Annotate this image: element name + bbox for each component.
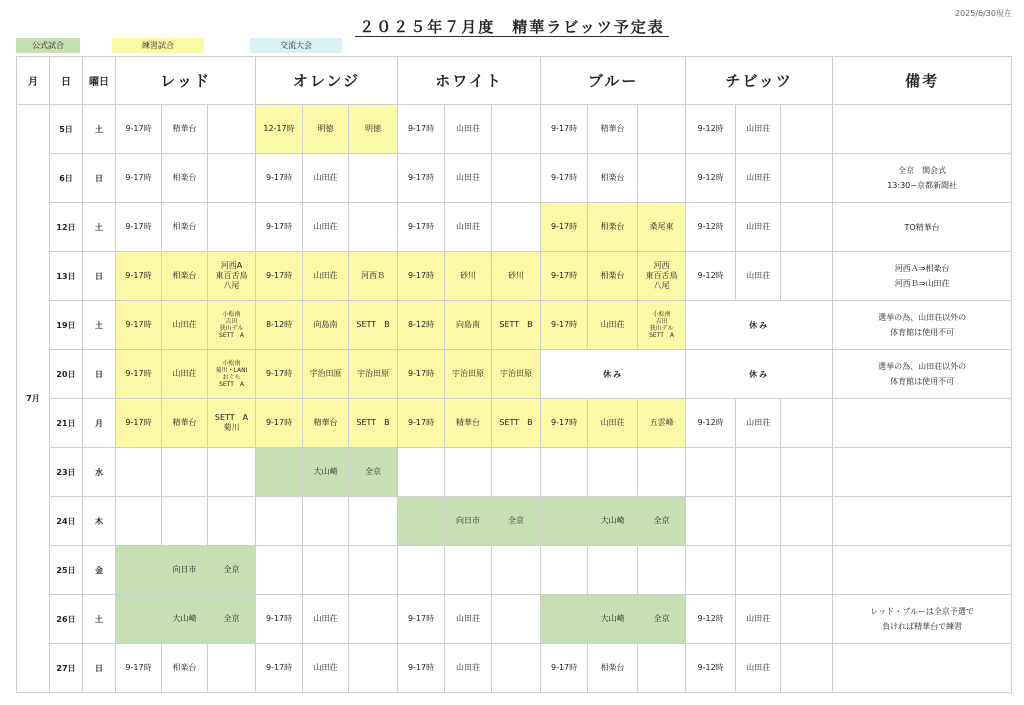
schedule-cell: 山田荘 [303, 252, 349, 301]
note-cell [833, 546, 1012, 595]
schedule-cell: 相楽台 [588, 644, 638, 693]
title-text: ２０２５年７月度 精華ラビッツ予定表 [355, 18, 668, 37]
schedule-cell: 全京 [208, 595, 256, 644]
schedule-cell: 向島南 [445, 301, 492, 350]
weekday-cell: 日 [83, 252, 116, 301]
schedule-cell [349, 154, 398, 203]
schedule-cell: 小松南 吉田 狭山デル SETT A [208, 301, 256, 350]
day-cell: 19日 [50, 301, 83, 350]
schedule-cell [588, 546, 638, 595]
header-month: 月 [17, 57, 50, 105]
schedule-cell: 山田荘 [303, 154, 349, 203]
note-cell: 全京 開会式 13:30~京都新聞社 [833, 154, 1012, 203]
schedule-cell [349, 497, 398, 546]
note-cell: レッド・ブルーは全京予選で 負ければ精華台で練習 [833, 595, 1012, 644]
schedule-cell: 相楽台 [588, 203, 638, 252]
schedule-cell [736, 497, 781, 546]
schedule-cell [492, 546, 541, 595]
schedule-cell [445, 448, 492, 497]
schedule-cell: 河西 東百舌鳥 八尾 [638, 252, 686, 301]
schedule-cell: 相楽台 [162, 252, 208, 301]
schedule-cell: SETT B [492, 399, 541, 448]
schedule-cell: 全京 [349, 448, 398, 497]
schedule-cell [256, 546, 303, 595]
schedule-cell: 山田荘 [162, 301, 208, 350]
schedule-cell: 宇治田原 [303, 350, 349, 399]
schedule-cell: 山田荘 [736, 105, 781, 154]
note-cell [833, 399, 1012, 448]
schedule-cell [541, 448, 588, 497]
schedule-cell: 8-12時 [256, 301, 303, 350]
weekday-cell: 土 [83, 595, 116, 644]
schedule-cell: 9-17時 [541, 252, 588, 301]
schedule-cell: 9-17時 [116, 154, 162, 203]
schedule-cell [116, 497, 162, 546]
schedule-cell [208, 497, 256, 546]
table-row [17, 497, 1012, 546]
rest-cell-chibits: 休み [686, 301, 833, 350]
schedule-cell [492, 448, 541, 497]
weekday-cell: 日 [83, 154, 116, 203]
header-notes: 備考 [833, 57, 1012, 105]
schedule-cell [398, 546, 445, 595]
weekday-cell: 水 [83, 448, 116, 497]
schedule-cell: 明徳 [303, 105, 349, 154]
schedule-cell: 9-17時 [541, 644, 588, 693]
schedule-cell [349, 595, 398, 644]
note-cell: 選挙の為、山田荘以外の 体育館は使用不可 [833, 350, 1012, 399]
schedule-cell [686, 546, 736, 595]
schedule-cell: 山田荘 [445, 154, 492, 203]
weekday-cell: 土 [83, 203, 116, 252]
schedule-cell: 9-17時 [398, 644, 445, 693]
note-cell [833, 448, 1012, 497]
schedule-body [17, 105, 1012, 693]
schedule-cell: 精華台 [445, 399, 492, 448]
schedule-cell [349, 644, 398, 693]
schedule-cell: 宇治田原 [349, 350, 398, 399]
table-row [17, 350, 1012, 399]
schedule-cell [256, 497, 303, 546]
schedule-cell: 相楽台 [162, 203, 208, 252]
schedule-cell: 向日市 [162, 546, 208, 595]
schedule-cell: 大山崎 [588, 497, 638, 546]
schedule-cell: 9-17時 [541, 154, 588, 203]
schedule-cell: 9-17時 [256, 252, 303, 301]
schedule-cell: 9-17時 [541, 301, 588, 350]
day-cell: 21日 [50, 399, 83, 448]
schedule-cell [256, 448, 303, 497]
note-cell: 選挙の為、山田荘以外の 体育館は使用不可 [833, 301, 1012, 350]
schedule-cell [303, 546, 349, 595]
schedule-cell: 9-17時 [398, 105, 445, 154]
schedule-cell: 9-17時 [116, 105, 162, 154]
schedule-cell: 山田荘 [588, 399, 638, 448]
schedule-cell: 9-12時 [686, 399, 736, 448]
schedule-cell: 砂川 [445, 252, 492, 301]
schedule-cell: 9-12時 [686, 203, 736, 252]
header-row [17, 57, 1012, 105]
schedule-cell: 全京 [638, 497, 686, 546]
weekday-cell: 日 [83, 644, 116, 693]
schedule-cell [541, 497, 588, 546]
schedule-cell: 9-17時 [398, 252, 445, 301]
schedule-cell: 宇治田原 [492, 350, 541, 399]
schedule-cell: SETT B [349, 301, 398, 350]
weekday-cell: 日 [83, 350, 116, 399]
schedule-cell [736, 546, 781, 595]
schedule-cell: 山田荘 [736, 399, 781, 448]
schedule-cell [781, 252, 833, 301]
schedule-cell: 9-17時 [116, 203, 162, 252]
table-row [17, 154, 1012, 203]
schedule-cell: 山田荘 [445, 203, 492, 252]
schedule-cell: 精華台 [162, 105, 208, 154]
schedule-cell: 大山崎 [162, 595, 208, 644]
schedule-cell: 砂川 [492, 252, 541, 301]
weekday-cell: 土 [83, 301, 116, 350]
schedule-cell: 宇治田原 [445, 350, 492, 399]
schedule-cell [116, 546, 162, 595]
schedule-cell: 9-17時 [256, 154, 303, 203]
header-team-blue: ブルー [541, 57, 686, 105]
legend [16, 38, 358, 53]
schedule-cell: 9-12時 [686, 644, 736, 693]
table-row [17, 301, 1012, 350]
schedule-cell: 9-17時 [116, 350, 162, 399]
schedule-cell: 相楽台 [162, 644, 208, 693]
weekday-cell: 木 [83, 497, 116, 546]
month-cell: 7月 [17, 105, 50, 693]
schedule-cell [162, 448, 208, 497]
schedule-cell [541, 546, 588, 595]
legend-exchange: 交流大会 [250, 38, 342, 53]
schedule-cell [445, 546, 492, 595]
schedule-cell: 9-17時 [116, 252, 162, 301]
day-cell: 13日 [50, 252, 83, 301]
schedule-cell [492, 105, 541, 154]
schedule-cell [116, 595, 162, 644]
schedule-cell: 9-17時 [398, 399, 445, 448]
schedule-cell: 向日市 [445, 497, 492, 546]
schedule-cell: 全京 [638, 595, 686, 644]
schedule-cell: 明徳 [349, 105, 398, 154]
schedule-cell: 山田荘 [736, 154, 781, 203]
note-cell: TO精華台 [833, 203, 1012, 252]
schedule-cell: 9-17時 [256, 350, 303, 399]
legend-official: 公式試合 [16, 38, 80, 53]
schedule-cell [541, 595, 588, 644]
schedule-cell [208, 105, 256, 154]
note-cell: 河西Ａ⇒相楽台 河西Ｂ⇒山田荘 [833, 252, 1012, 301]
schedule-cell: 9-17時 [541, 399, 588, 448]
day-cell: 25日 [50, 546, 83, 595]
table-row [17, 252, 1012, 301]
schedule-cell: 全京 [492, 497, 541, 546]
schedule-cell: 9-17時 [398, 154, 445, 203]
schedule-cell: 山田荘 [445, 105, 492, 154]
schedule-cell: 9-17時 [541, 203, 588, 252]
legend-practice: 練習試合 [112, 38, 204, 53]
schedule-cell [349, 546, 398, 595]
schedule-table [16, 56, 1012, 693]
table-row [17, 105, 1012, 154]
schedule-cell: 小松南 菊川・LANI おぐら SETT A [208, 350, 256, 399]
schedule-cell [638, 105, 686, 154]
schedule-cell: 山田荘 [736, 203, 781, 252]
schedule-cell [686, 448, 736, 497]
rest-cell-blue: 休み [541, 350, 686, 399]
day-cell: 20日 [50, 350, 83, 399]
schedule-cell [492, 154, 541, 203]
schedule-cell [492, 203, 541, 252]
schedule-cell: 山田荘 [736, 595, 781, 644]
schedule-cell: 9-17時 [256, 399, 303, 448]
schedule-cell: 9-17時 [116, 399, 162, 448]
day-cell: 23日 [50, 448, 83, 497]
schedule-cell: 9-12時 [686, 105, 736, 154]
schedule-cell: 9-17時 [541, 105, 588, 154]
schedule-cell [638, 546, 686, 595]
note-cell [833, 644, 1012, 693]
schedule-cell: 五雲峰 [638, 399, 686, 448]
schedule-cell: 全京 [208, 546, 256, 595]
schedule-cell: 山田荘 [445, 595, 492, 644]
table-row [17, 546, 1012, 595]
schedule-cell: 河西Ｂ [349, 252, 398, 301]
day-cell: 26日 [50, 595, 83, 644]
schedule-cell [781, 448, 833, 497]
schedule-cell: 桑尾東 [638, 203, 686, 252]
schedule-cell [492, 595, 541, 644]
day-cell: 27日 [50, 644, 83, 693]
schedule-cell: 大山崎 [303, 448, 349, 497]
schedule-cell: SETT A 菊川 [208, 399, 256, 448]
schedule-cell: 9-17時 [116, 644, 162, 693]
weekday-cell: 土 [83, 105, 116, 154]
schedule-cell [303, 497, 349, 546]
schedule-cell: 9-17時 [398, 595, 445, 644]
schedule-cell: 山田荘 [303, 595, 349, 644]
schedule-cell: 山田荘 [736, 644, 781, 693]
day-cell: 12日 [50, 203, 83, 252]
schedule-cell [208, 448, 256, 497]
schedule-cell: 12-17時 [256, 105, 303, 154]
schedule-cell: 9-17時 [256, 203, 303, 252]
weekday-cell: 金 [83, 546, 116, 595]
schedule-cell: 9-17時 [256, 644, 303, 693]
schedule-cell [686, 497, 736, 546]
schedule-cell: 9-17時 [398, 350, 445, 399]
schedule-cell [736, 448, 781, 497]
schedule-cell [638, 448, 686, 497]
table-row [17, 448, 1012, 497]
weekday-cell: 月 [83, 399, 116, 448]
schedule-cell [492, 644, 541, 693]
schedule-cell: 精華台 [588, 105, 638, 154]
header-day: 日 [50, 57, 83, 105]
schedule-cell: 精華台 [162, 399, 208, 448]
schedule-cell [781, 399, 833, 448]
schedule-cell [638, 154, 686, 203]
header-team-chibits: チビッツ [686, 57, 833, 105]
schedule-cell [781, 105, 833, 154]
schedule-cell [349, 203, 398, 252]
table-row [17, 595, 1012, 644]
schedule-cell [208, 644, 256, 693]
day-cell: 5日 [50, 105, 83, 154]
schedule-cell [638, 644, 686, 693]
day-cell: 6日 [50, 154, 83, 203]
schedule-cell [398, 448, 445, 497]
table-row [17, 203, 1012, 252]
schedule-cell [781, 546, 833, 595]
header-dow: 曜日 [83, 57, 116, 105]
schedule-cell: SETT B [349, 399, 398, 448]
schedule-cell: SETT B [492, 301, 541, 350]
schedule-cell: 山田荘 [445, 644, 492, 693]
note-cell [833, 497, 1012, 546]
schedule-cell [781, 497, 833, 546]
schedule-cell: 相楽台 [588, 154, 638, 203]
schedule-cell [588, 448, 638, 497]
schedule-cell [208, 154, 256, 203]
schedule-cell: 山田荘 [736, 252, 781, 301]
rest-cell-chibits: 休み [686, 350, 833, 399]
date-stamp: 2025/6/30現在 [954, 9, 1012, 18]
header-team-orange: オレンジ [256, 57, 398, 105]
schedule-cell [781, 644, 833, 693]
schedule-cell: 山田荘 [162, 350, 208, 399]
schedule-cell: 山田荘 [588, 301, 638, 350]
header-team-red: レッド [116, 57, 256, 105]
schedule-cell: 向島南 [303, 301, 349, 350]
schedule-cell: 9-12時 [686, 595, 736, 644]
schedule-cell: 相楽台 [162, 154, 208, 203]
schedule-cell [781, 595, 833, 644]
schedule-cell [781, 203, 833, 252]
schedule-cell [208, 203, 256, 252]
schedule-cell: 8-12時 [398, 301, 445, 350]
schedule-cell [781, 154, 833, 203]
schedule-cell: 9-17時 [116, 301, 162, 350]
schedule-cell [116, 448, 162, 497]
schedule-cell: 河西A 東百舌鳥 八尾 [208, 252, 256, 301]
schedule-cell: 9-12時 [686, 252, 736, 301]
schedule-cell: 相楽台 [588, 252, 638, 301]
schedule-cell: 精華台 [303, 399, 349, 448]
schedule-cell: 9-12時 [686, 154, 736, 203]
schedule-cell [162, 497, 208, 546]
day-cell: 24日 [50, 497, 83, 546]
schedule-cell: 小松南 吉田 狭山デル SETT A [638, 301, 686, 350]
schedule-cell: 山田荘 [303, 644, 349, 693]
header-team-white: ホワイト [398, 57, 541, 105]
table-row [17, 644, 1012, 693]
schedule-cell [398, 497, 445, 546]
table-row [17, 399, 1012, 448]
schedule-cell: 9-17時 [398, 203, 445, 252]
schedule-cell: 大山崎 [588, 595, 638, 644]
schedule-cell: 山田荘 [303, 203, 349, 252]
note-cell [833, 105, 1012, 154]
schedule-cell: 9-17時 [256, 595, 303, 644]
page-title [0, 16, 1024, 37]
